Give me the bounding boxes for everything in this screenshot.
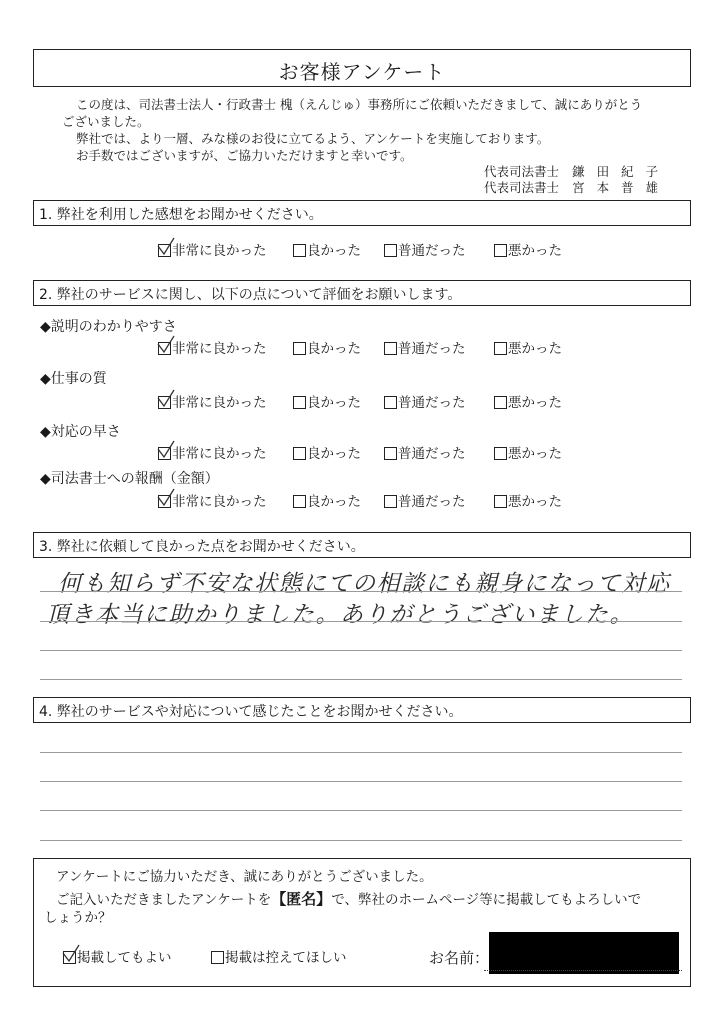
- q3-handwritten-answer-line-2: 頂き本当に助かりました。ありがとうございました。: [46, 602, 634, 628]
- rating-checkbox[interactable]: [494, 396, 507, 409]
- rating-option-average[interactable]: [384, 445, 466, 463]
- representative-name: 鎌 田 紀 子: [572, 164, 663, 179]
- rating-checkbox[interactable]: [293, 244, 306, 257]
- rating-checkbox[interactable]: [293, 495, 306, 508]
- rating-option-bad[interactable]: [494, 394, 562, 412]
- rating-option-label: 非常に良かった: [172, 446, 267, 462]
- intro-line-2: ございました。: [62, 114, 150, 129]
- rating-checkbox[interactable]: [494, 495, 507, 508]
- representative-2: [484, 177, 662, 196]
- rating-option-label: 普通だった: [398, 446, 466, 462]
- rating-checkbox[interactable]: [293, 396, 306, 409]
- rating-option-good[interactable]: [293, 445, 361, 463]
- rating-option-label: 良かった: [307, 446, 361, 462]
- rating-option-good[interactable]: [293, 493, 361, 511]
- rating-option-label: 普通だった: [398, 494, 466, 510]
- consent-no-checkbox[interactable]: [211, 951, 224, 964]
- representative-name: 宮 本 普 雄: [572, 180, 663, 195]
- rating-option-very-good[interactable]: [158, 493, 267, 511]
- question-2-header: [33, 280, 691, 306]
- rating-option-label: 良かった: [307, 341, 361, 357]
- anonymous-emphasis: 【匿名】: [271, 890, 332, 908]
- question-3-label: 3. 弊社に依頼して良かった点をお聞かせください。: [39, 539, 365, 555]
- representative-role: 代表司法書士: [484, 180, 560, 195]
- q4-answer-rule: [40, 781, 682, 782]
- publish-question-line-2: しょうか？: [44, 910, 112, 926]
- rating-option-good[interactable]: [293, 340, 361, 358]
- name-label: お名前：: [429, 949, 490, 967]
- rating-option-label: 良かった: [307, 243, 361, 259]
- publish-question-before: ご記入いただきましたアンケートを: [56, 892, 272, 908]
- rating-option-label: 非常に良かった: [172, 341, 267, 357]
- rating-option-bad[interactable]: [494, 242, 562, 260]
- q4-answer-rule: [40, 810, 682, 811]
- rating-checkbox[interactable]: [158, 342, 171, 355]
- question-4-header: [33, 697, 691, 723]
- rating-option-very-good[interactable]: [158, 242, 267, 260]
- representative-role: 代表司法書士: [484, 164, 560, 179]
- rating-checkbox[interactable]: [494, 447, 507, 460]
- consent-no-option[interactable]: [211, 949, 347, 967]
- rating-checkbox[interactable]: [384, 447, 397, 460]
- checkmark-icon: [155, 489, 177, 509]
- name-redaction-block: [489, 932, 679, 974]
- rating-option-label: 悪かった: [508, 243, 562, 259]
- consent-yes-label: 掲載してもよい: [77, 950, 172, 966]
- checkmark-icon: [155, 238, 177, 258]
- rating-option-label: 普通だった: [398, 395, 466, 411]
- consent-yes-checkbox[interactable]: [63, 951, 76, 964]
- q3-answer-rule: [40, 621, 682, 622]
- name-underline: [484, 970, 682, 971]
- rating-option-bad[interactable]: [494, 493, 562, 511]
- rating-option-label: 良かった: [307, 395, 361, 411]
- intro-line-1: この度は、司法書士法人・行政書士 槐（えんじゅ）事務所にご依頼いただきまして、誠にありがとう: [76, 97, 643, 112]
- closing-thanks: アンケートにご協力いただき、誠にありがとうございました。: [56, 869, 433, 885]
- checkmark-icon: [155, 441, 177, 461]
- question-4-label: 4. 弊社のサービスや対応について感じたことをお聞かせください。: [39, 704, 463, 720]
- intro-line-3: 弊社では、より一層、みな様のお役に立てるよう、アンケートを実施しております。: [76, 131, 550, 146]
- rating-option-bad[interactable]: [494, 445, 562, 463]
- q3-answer-rule: [40, 650, 682, 651]
- rating-option-very-good[interactable]: [158, 445, 267, 463]
- publish-question: [56, 888, 641, 909]
- rating-option-label: 悪かった: [508, 395, 562, 411]
- q2-item-fee-label: ◆司法書士への報酬（金額）: [40, 471, 219, 487]
- rating-option-label: 悪かった: [508, 494, 562, 510]
- rating-option-average[interactable]: [384, 394, 466, 412]
- rating-checkbox[interactable]: [293, 342, 306, 355]
- rating-option-label: 悪かった: [508, 446, 562, 462]
- checkmark-icon: [155, 336, 177, 356]
- rating-checkbox[interactable]: [384, 396, 397, 409]
- q3-handwritten-answer-line-1: 何も知らず不安な状態にての相談にも親身になって対応: [58, 571, 671, 597]
- rating-option-label: 普通だった: [398, 243, 466, 259]
- question-2-label: 2. 弊社のサービスに関し、以下の点について評価をお願いします。: [39, 287, 462, 303]
- rating-option-very-good[interactable]: [158, 340, 267, 358]
- rating-checkbox[interactable]: [293, 447, 306, 460]
- rating-checkbox[interactable]: [494, 244, 507, 257]
- question-3-header: [33, 532, 691, 558]
- q3-answer-rule: [40, 679, 682, 680]
- q4-answer-rule: [40, 840, 682, 841]
- checkmark-icon: [155, 390, 177, 410]
- rating-checkbox[interactable]: [158, 244, 171, 257]
- rating-option-average[interactable]: [384, 493, 466, 511]
- rating-checkbox[interactable]: [158, 447, 171, 460]
- q2-item-clarity-label: ◆説明のわかりやすさ: [40, 319, 177, 335]
- rating-checkbox[interactable]: [384, 495, 397, 508]
- rating-option-average[interactable]: [384, 242, 466, 260]
- publish-question-after: で、弊社のホームページ等に掲載してもよろしいで: [331, 892, 642, 908]
- rating-option-bad[interactable]: [494, 340, 562, 358]
- rating-option-average[interactable]: [384, 340, 466, 358]
- survey-title-box: [33, 49, 691, 87]
- checkmark-icon: [60, 945, 82, 965]
- rating-option-label: 非常に良かった: [172, 243, 267, 259]
- rating-option-very-good[interactable]: [158, 394, 267, 412]
- rating-option-label: 非常に良かった: [172, 395, 267, 411]
- q4-answer-field[interactable]: [40, 728, 682, 843]
- rating-checkbox[interactable]: [384, 342, 397, 355]
- question-1-label: 1. 弊社を利用した感想をお聞かせください。: [39, 207, 323, 223]
- q2-item-speed-label: ◆対応の早さ: [40, 424, 121, 440]
- rating-option-label: 悪かった: [508, 341, 562, 357]
- rating-option-good[interactable]: [293, 394, 361, 412]
- rating-checkbox[interactable]: [158, 495, 171, 508]
- rating-option-label: 普通だった: [398, 341, 466, 357]
- rating-option-good[interactable]: [293, 242, 361, 260]
- q4-answer-rule: [40, 752, 682, 753]
- rating-checkbox[interactable]: [494, 342, 507, 355]
- intro-line-4: お手数ではございますが、ご協力いただけますと幸いです。: [76, 148, 413, 163]
- q3-answer-rule: [40, 591, 682, 592]
- consent-no-label: 掲載は控えてほしい: [225, 950, 347, 966]
- consent-yes-option[interactable]: [63, 949, 172, 967]
- rating-option-label: 非常に良かった: [172, 494, 267, 510]
- rating-option-label: 良かった: [307, 494, 361, 510]
- q2-item-quality-label: ◆仕事の質: [40, 371, 107, 387]
- rating-checkbox[interactable]: [158, 396, 171, 409]
- page-title: お客様アンケート: [278, 60, 446, 84]
- question-1-header: [33, 200, 691, 226]
- rating-checkbox[interactable]: [384, 244, 397, 257]
